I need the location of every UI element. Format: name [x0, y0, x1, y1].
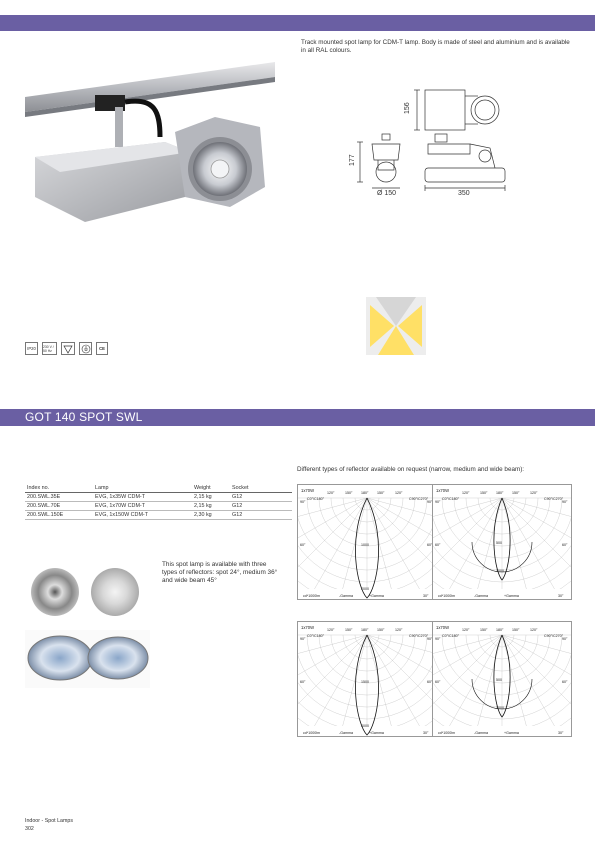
table-row: 200.SWL.150E EVG, 1x150W CDM-T 2,30 kg G12 — [25, 511, 292, 520]
polar-c-label: C0°/C180° — [442, 634, 460, 638]
polar-label: 150° — [480, 491, 488, 495]
polar-chart — [297, 621, 437, 737]
polar-label: 150° — [345, 491, 353, 495]
polar-label: 60° — [435, 680, 441, 684]
polar-label: 90° — [300, 500, 306, 504]
polar-footer: +Gamma — [369, 594, 384, 598]
polar-label: 150° — [377, 628, 385, 632]
polar-c-label: C0°/C180° — [442, 497, 460, 501]
polar-label: 60° — [300, 680, 306, 684]
polar-lamp-label: 1x70W — [436, 625, 450, 630]
beam-icon — [366, 297, 426, 355]
polar-label: 150° — [512, 491, 520, 495]
polar-label: 90° — [427, 500, 433, 504]
polar-value: 1000 — [496, 569, 504, 573]
dimension-drawing — [330, 82, 510, 197]
polar-label: 90° — [562, 500, 568, 504]
polar-label: 60° — [562, 680, 568, 684]
title-bar — [0, 409, 595, 426]
polar-svg — [432, 484, 572, 600]
polar-footer: +Gamma — [504, 731, 519, 735]
dim-length: 350 — [458, 190, 470, 197]
voltage-icon: 230 V / 50 Hz — [42, 342, 57, 355]
ip20-icon: IP20 — [25, 342, 38, 355]
f-mark-icon — [61, 342, 75, 355]
polar-footer: +Gamma — [504, 594, 519, 598]
reflector-note: Different types of reflector available on request (narrow, medium and wide beam): — [297, 466, 525, 473]
polar-value: 2000 — [361, 587, 369, 591]
polar-footer: -Gamma — [474, 594, 488, 598]
polar-value: 3000 — [361, 724, 369, 728]
polar-label: 60° — [427, 543, 433, 547]
polar-c-label: C90°/C270° — [409, 634, 429, 638]
polar-label: 90° — [435, 637, 441, 641]
polar-label: 150° — [345, 628, 353, 632]
table-row: 200.SWL.35E EVG, 1x35W CDM-T 2,15 kg G12 — [25, 493, 292, 502]
polar-footer: cd*1000lm — [438, 594, 455, 598]
polar-lamp-label: 1x70W — [301, 488, 315, 493]
spec-table — [25, 484, 292, 520]
polar-label: 120° — [327, 628, 335, 632]
polar-label: 180° — [496, 628, 504, 632]
polar-label: 120° — [530, 628, 538, 632]
polar-c-label: C90°/C270° — [544, 497, 564, 501]
polar-value: 1500 — [361, 680, 369, 684]
ce-icon: CE — [96, 342, 108, 355]
polar-footer: -Gamma — [339, 594, 353, 598]
polar-footer: 30° — [423, 731, 429, 735]
polar-value: 500 — [496, 541, 502, 545]
polar-label: 150° — [377, 491, 385, 495]
polar-label: 180° — [361, 491, 369, 495]
polar-label: 180° — [361, 628, 369, 632]
polar-value: 1000 — [361, 543, 369, 547]
polar-label: 60° — [300, 543, 306, 547]
polar-c-label: C90°/C270° — [409, 497, 429, 501]
polar-svg — [432, 621, 572, 737]
polar-label: 120° — [462, 628, 470, 632]
polar-footer: 30° — [558, 731, 564, 735]
dim-diameter: Ø 150 — [377, 190, 397, 197]
polar-footer: cd*1000lm — [303, 731, 320, 735]
polar-label: 180° — [496, 491, 504, 495]
polar-lamp-label: 1x70W — [436, 488, 450, 493]
polar-c-label: C90°/C270° — [544, 634, 564, 638]
polar-footer: +Gamma — [369, 731, 384, 735]
top-bar — [0, 15, 595, 31]
dim-height-side: 177 — [349, 154, 356, 166]
polar-chart — [432, 484, 572, 600]
page-title: GOT 140 SPOT SWL — [25, 410, 143, 424]
polar-footer: cd*1000lm — [303, 594, 320, 598]
polar-lamp-label: 1x70W — [301, 625, 315, 630]
polar-footer: 30° — [558, 594, 564, 598]
polar-label: 120° — [462, 491, 470, 495]
polar-svg — [297, 621, 437, 737]
polar-label: 60° — [427, 680, 433, 684]
polar-c-label: C0°/C180° — [307, 634, 325, 638]
dim-height-top: 156 — [404, 102, 411, 114]
polar-footer: 30° — [423, 594, 429, 598]
polar-label: 150° — [512, 628, 520, 632]
polar-label: 90° — [427, 637, 433, 641]
footer-page-number: 302 — [25, 826, 34, 832]
reflector-photos — [25, 560, 155, 690]
polar-label: 60° — [435, 543, 441, 547]
polar-c-label: C0°/C180° — [307, 497, 325, 501]
polar-svg — [297, 484, 437, 600]
polar-label: 150° — [480, 628, 488, 632]
polar-value: 1000 — [496, 706, 504, 710]
polar-label: 120° — [395, 491, 403, 495]
polar-chart — [432, 621, 572, 737]
footer-section: Indoor - Spot Lamps — [25, 818, 73, 824]
polar-label: 90° — [435, 500, 441, 504]
polar-label: 60° — [562, 543, 568, 547]
polar-footer: -Gamma — [339, 731, 353, 735]
polar-footer: cd*1000lm — [438, 731, 455, 735]
polar-chart — [297, 484, 437, 600]
polar-label: 120° — [395, 628, 403, 632]
ground-icon — [79, 342, 92, 355]
polar-label: 120° — [530, 491, 538, 495]
polar-label: 120° — [327, 491, 335, 495]
product-photo — [25, 57, 280, 227]
reflector-description: This spot lamp is available with three types of reflectors: spot 24°, medium 36° and wide beam 45° — [162, 561, 278, 584]
polar-value: 500 — [496, 678, 502, 682]
polar-label: 90° — [562, 637, 568, 641]
table-row: 200.SWL.70E EVG, 1x70W CDM-T 2,15 kg G12 — [25, 502, 292, 511]
polar-footer: -Gamma — [474, 731, 488, 735]
table-header: Index no. Lamp Weight Socket — [25, 484, 292, 493]
polar-label: 90° — [300, 637, 306, 641]
product-description: Track mounted spot lamp for CDM-T lamp. Body is made of steel and aluminium and is available in all RAL colours. — [301, 39, 570, 54]
